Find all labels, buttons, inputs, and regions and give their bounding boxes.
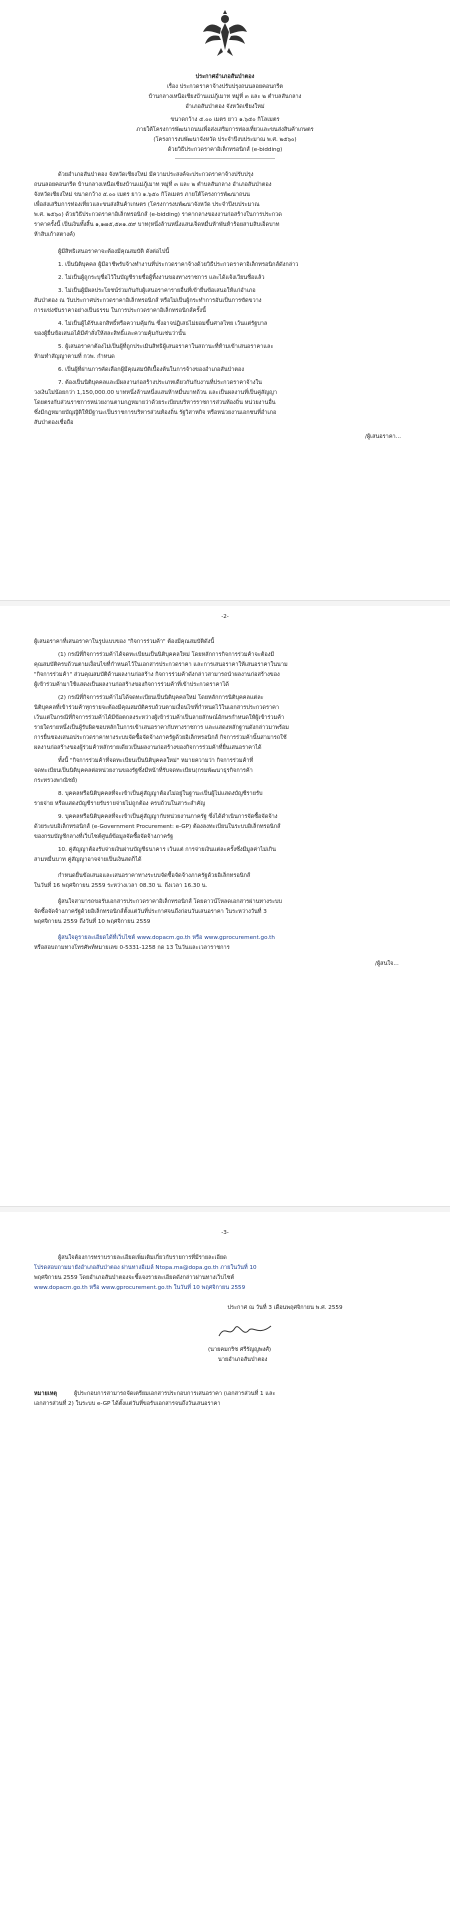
body-line: 8. บุคคลหรือนิติบุคคลที่จะเข้าเป็นคู่สัญญาต้องไม่อยู่ในฐานะเป็นผู้ไม่แสดงบัญชีรายรับ (58, 791, 263, 797)
qualification-item: สันป่าตอง ณ วันประกาศประกวดราคาอิเล็กทรอนิกส์ หรือไม่เป็นผู้กระทำการอันเป็นการขัดขวาง (34, 298, 262, 304)
continuation-marker: /ผู้สนใจ... (375, 961, 399, 967)
subject-line: อำเภอสันป่าตอง จังหวัดเชียงใหม่ (185, 104, 265, 110)
signer-title: นายอำเภอสันป่าตอง (218, 1357, 268, 1363)
page-number: -3- (221, 1230, 229, 1236)
body-line: ผู้เข้าร่วมค้ามาใช้แสดงเป็นผลงานก่อสร้างของกิจการร่วมค้าที่เข้าประกวดราคาได้ (34, 682, 229, 688)
body-line: (1) กรณีที่กิจการร่วมค้าได้จดทะเบียนเป็นนิติบุคคลใหม่ โดยหลักการกิจการร่วมค้าจะต้องมี (58, 652, 275, 658)
body-line: กระทรวงพาณิชย์) (34, 778, 78, 784)
note-label: หมายเหตุ (34, 1391, 58, 1397)
qualification-item: โดยตรงกับส่วนราชการหน่วยงานตามกฎหมายว่าด้วยระเบียบบริหารราชการส่วนท้องถิ่น หน่วยงานอื่น (34, 400, 276, 406)
body-line: การยื่นซองเสนอประกวดราคาทางระบบจัดซื้อจัดจ้างภาครัฐด้วยอิเล็กทรอนิกส์ กิจการร่วมค้านั้นสามารถใช้ (34, 735, 287, 741)
body-line: สามหมื่นบาท คู่สัญญาอาจจ่ายเป็นเงินสดก็ได้ (34, 857, 142, 863)
qualification-item: การแข่งขันราคาอย่างเป็นธรรม ในการประกวดราคาอิเล็กทรอนิกส์ครั้งนี้ (34, 308, 206, 314)
intro-line: ห้าสิบเก้าสตางค์) (34, 232, 76, 238)
body-line: 9. บุคคลหรือนิติบุคคลที่จะเข้าเป็นคู่สัญญากับหน่วยงานภาครัฐ ซึ่งได้ดำเนินการจัดซื้อจัดจ้าง (58, 814, 278, 820)
qualification-item: 3. ไม่เป็นผู้มีผลประโยชน์ร่วมกันกับผู้เสนอราคารายอื่นที่เข้ายื่นข้อเสนอให้แก่อำเภอ (58, 288, 256, 294)
document-page-2 (0, 606, 450, 1212)
body-line: ผู้สนใจต้องการทราบรายละเอียดเพิ่มเติมเกี่ยวกับรายการที่มีรายละเอียด (58, 1255, 227, 1261)
intro-line: ด้วยอำเภอสันป่าตอง จังหวัดเชียงใหม่ มีความประสงค์จะประกวดราคาจ้างปรับปรุง (58, 172, 254, 178)
email-line[interactable]: โปรดสอบถามมายังอำเภอสันป่าตอง ผ่านทางอีเมล์ Ntopa.ma@dopa.go.th ภายในวันที่ 10 (34, 1265, 257, 1271)
qualification-item: 5. ผู้เสนอราคาต้องไม่เป็นผู้ที่ถูกประเมินสิทธิผู้เสนอราคาในสถานะที่ห้ามเข้าเสนอราคาและ (58, 344, 274, 350)
qualification-heading: ผู้มีสิทธิเสนอราคาจะต้องมีคุณสมบัติ ดังต่อไปนี้ (58, 249, 170, 255)
qualification-item: 4. ไม่เป็นผู้ได้รับเอกสิทธิ์หรือความคุ้มกัน ซึ่งอาจปฏิเสธไม่ยอมขึ้นศาลไทย เว้นแต่รัฐบาล (58, 321, 268, 327)
note-line: ผู้ประกอบการสามารถจัดเตรียมเอกสารประกอบการเสนอราคา (เอกสารส่วนที่ 1 และ (74, 1391, 276, 1397)
subject-line: ด้วยวิธีประกวดราคาอิเล็กทรอนิกส์ (e-bidding) (167, 147, 283, 153)
intro-line: ราคาครั้งนี้ เป็นเงินทั้งสิ้น ๑,๑๗๕,๕๓๑.๕๙ บาท(หนึ่งล้านหนึ่งแสนเจ็ดหมื่นห้าพันห้าร้อยสามสิบเอ็ดบาท (34, 222, 280, 228)
body-line: กำหนดยื่นข้อเสนอและเสนอราคาทางระบบจัดซื้อจัดจ้างภาครัฐด้วยอิเล็กทรอนิกส์ (58, 873, 251, 879)
qualification-item: 6. เป็นผู้ที่ผ่านการคัดเลือกผู้มีคุณสมบัติเบื้องต้นในการจ้างของอำเภอสันป่าตอง (58, 367, 245, 373)
body-line: เว้นแต่ในกรณีที่กิจการร่วมค้าได้มีข้อตกลงระหว่างผู้เข้าร่วมค้าเป็นลายลักษณ์อักษรกำหนดให้ผู้เข้าร่วมค้า (34, 715, 285, 721)
page-number: -2- (221, 614, 229, 620)
body-line: ผู้เสนอราคาที่เสนอราคาในรูปแบบของ "กิจการร่วมค้า" ต้องมีคุณสมบัติดังนี้ (34, 639, 215, 645)
website-line[interactable]: ผู้สนใจดูรายละเอียดได้ที่เว็บไซต์ www.dopacm.go.th หรือ www.gprocurement.go.th (58, 935, 275, 941)
body-line: ผู้สนใจสามารถขอรับเอกสารประกวดราคาอิเล็กทรอนิกส์ โดยดาวน์โหลดเอกสารผ่านทางระบบ (58, 899, 283, 905)
body-line: "กิจการร่วมค้า" ส่วนคุณสมบัติด้านผลงานก่อสร้าง กิจการร่วมค้าดังกล่าวสามารถนำผลงานก่อสร้างของ (34, 672, 280, 678)
subject-line: ขนาดกว้าง ๕.๐๐ เมตร ยาว ๑.๖๕๐ กิโลเมตร (170, 117, 280, 123)
body-line: คุณสมบัติครบถ้วนตามเงื่อนไขที่กำหนดไว้ในเอกสารประกวดราคา และการเสนอราคาให้เสนอราคาในนาม (34, 662, 288, 668)
announcement-org: ประกาศอำเภอสันป่าตอง (195, 74, 255, 80)
body-line: ด้วยระบบอิเล็กทรอนิกส์ (e-Government Procurement: e-GP) ต้องลงทะเบียนในระบบอิเล็กทรอนิกส์ (34, 824, 281, 830)
body-line: ผลงานก่อสร้างของผู้ร่วมค้าหลักรายเดียวเป็นผลงานก่อสร้างของกิจการร่วมค้าที่ยื่นเสนอราคาได้ (34, 745, 262, 751)
qualification-item: 7. ต้องเป็นนิติบุคคลและมีผลงานก่อสร้างประเภทเดียวกันกับงานที่ประกวดราคาจ้างใน (58, 380, 263, 386)
body-line: 10. คู่สัญญาต้องรับจ่ายเงินผ่านบัญชีธนาคาร เว้นแต่ การจ่ายเงินแต่ละครั้งซึ่งมีมูลค่าไม่เกิน (58, 847, 276, 853)
body-line: จัดซื้อจัดจ้างภาครัฐด้วยอิเล็กทรอนิกส์ตั้งแต่วันที่ประกาศจนถึงก่อนวันเสนอราคา ในระหว่างวันที่ 3 (34, 909, 267, 915)
website-line[interactable]: www.dopacm.go.th หรือ www.gprocurement.go.th ในวันที่ 10 พฤศจิกายน 2559 (34, 1285, 246, 1291)
subject-line: ภายใต้โครงการพัฒนาถนนเพื่อส่งเสริมการท่องเที่ยวและขนส่งสินค้าเกษตร (136, 127, 314, 133)
qualification-item: ซึ่งมีกฎหมายบัญญัติให้มีฐานะเป็นราชการบริหารส่วนท้องถิ่น รัฐวิสาหกิจ หรือหน่วยงานเอกชนที่อำเภอ (34, 410, 277, 416)
intro-line: ถนนลอยคอนกรีต บ้านกลางเหนือเชียงบ้านแม่ภู้เมาท หมู่ที่ ๓ และ ๒ ตำบลสันกลาง อำเภอสันป่าตอง (34, 182, 272, 188)
body-line: ในวันที่ 16 พฤศจิกายน 2559 ระหว่างเวลา 08.30 น. ถึงเวลา 16.30 น. (34, 883, 208, 889)
subject-line: (โครงการงบพัฒนาจังหวัด ประจำปีงบประมาณ พ.ศ. ๒๕๖๐) (153, 137, 297, 143)
document-page-1 (0, 0, 450, 606)
body-line: พฤศจิกายน 2559 โดยอำเภอสันป่าตองจะชี้แจงรายละเอียดดังกล่าวผ่านทางเว็บไซต์ (34, 1275, 235, 1281)
note-line: เอกสารส่วนที่ 2) ในระบบ e-GP ได้ตั้งแต่วันที่ขอรับเอกสารจนถึงวันเสนอราคา (34, 1401, 221, 1407)
body-line: รายจ่าย หรือแสดงบัญชีรายรับรายจ่ายไม่ถูกต้อง ครบถ้วนในสาระสำคัญ (34, 801, 206, 807)
subject-line: เรื่อง ประกวดราคาจ้างปรับปรุงถนนลอยคอนกรีต (166, 84, 284, 90)
body-line: พฤศจิกายน 2559 ถึงวันที่ 10 พฤศจิกายน 2559 (34, 919, 151, 925)
document-page-3 (0, 1212, 450, 1910)
qualification-item: 1. เป็นนิติบุคคล ผู้มีอาชีพรับจ้างทำงานที่ประกวดราคาจ้างด้วยวิธีประกวดราคาอิเล็กทรอนิกส์ดังกล่าว (58, 262, 299, 268)
signature-icon (215, 1320, 275, 1342)
qualification-item: สันป่าตองเชื่อถือ (34, 420, 74, 426)
divider (175, 158, 275, 159)
continuation-marker: /ผู้เสนอราคา... (365, 434, 402, 440)
signer-name: (นายคมกริช ศรีรัญญพงศ์) (208, 1347, 272, 1353)
intro-line: เพื่อส่งเสริมการท่องเที่ยวและขนส่งสินค้าเกษตร (โครงการงบพัฒนาจังหวัด ประจำปีงบประมาณ (34, 202, 260, 208)
intro-line: พ.ศ. ๒๕๖๐) ด้วยวิธีประกวดราคาอิเล็กทรอนิกส์ (e-bidding) ราคากลางของงานก่อสร้างในการประกวด (34, 212, 282, 218)
announcement-date: ประกาศ ณ วันที่ 3 เดือนพฤศจิกายน พ.ศ. 2559 (227, 1305, 343, 1311)
body-line: จดทะเบียนเป็นนิติบุคคลต่อหน่วยงานของรัฐซึ่งมีหน้าที่รับจดทะเบียน(กรมพัฒนาธุรกิจการค้า (34, 768, 253, 774)
intro-line: จังหวัดเชียงใหม่ ขนาดกว้าง ๕.๐๐ เมตร ยาว ๑.๖๕๐ กิโลเมตร ภายใต้โครงการพัฒนาถนน (34, 192, 251, 198)
body-line: (2) กรณีที่กิจการร่วมค้าไม่ได้จดทะเบียนเป็นนิติบุคคลใหม่ โดยหลักการนิติบุคคลแต่ละ (58, 695, 264, 701)
subject-line: บ้านกลางเหนือเชียงบ้านแม่ภู้เมาท หมู่ที่ ๓ และ ๒ ตำบลสันกลาง (148, 94, 302, 100)
body-line: รายใดรายหนึ่งเป็นผู้รับผิดชอบหลักในการเข้าเสนอราคากับทางราชการ และแสดงหลักฐานดังกล่าวมาพร้อม (34, 725, 289, 731)
body-line: นิติบุคคลที่เข้าร่วมค้าทุกรายจะต้องมีคุณสมบัติครบถ้วนตามเงื่อนไขที่กำหนดไว้ในเอกสารประกวดราคา (34, 705, 280, 711)
garuda-emblem-icon (201, 10, 249, 58)
qualification-item: ห้ามทำสัญญาตามที่ กวพ. กำหนด (34, 354, 115, 360)
qualification-item: วงเงินไม่น้อยกว่า 1,150,000.00 บาทหนึ่งล้านหนึ่งแสนห้าหมื่นบาทถ้วน และเป็นผลงานที่เป็นคู่สัญญา (34, 390, 278, 396)
qualification-item: 2. ไม่เป็นผู้ถูกระบุชื่อไว้ในบัญชีรายชื่อผู้ทิ้งงานของทางราชการ และได้แจ้งเวียนชื่อแล้ว (58, 275, 265, 281)
body-line: หรือสอบถามทางโทรศัพท์หมายเลข 0-5331-1258 กด 13 ในวันและเวลาราชการ (34, 945, 230, 951)
qualification-item: ของผู้ยื่นข้อเสนอได้มีคำสั่งให้สละสิทธิ์และความคุ้มกันเช่นว่านั้น (34, 331, 186, 337)
body-line: ของกรมบัญชีกลางที่เว็บไซต์ศูนย์ข้อมูลจัดซื้อจัดจ้างภาครัฐ (34, 834, 174, 840)
body-line: ทั้งนี้ "กิจการร่วมค้าที่จดทะเบียนเป็นนิติบุคคลใหม่" หมายความว่า กิจการร่วมค้าที่ (58, 758, 254, 764)
